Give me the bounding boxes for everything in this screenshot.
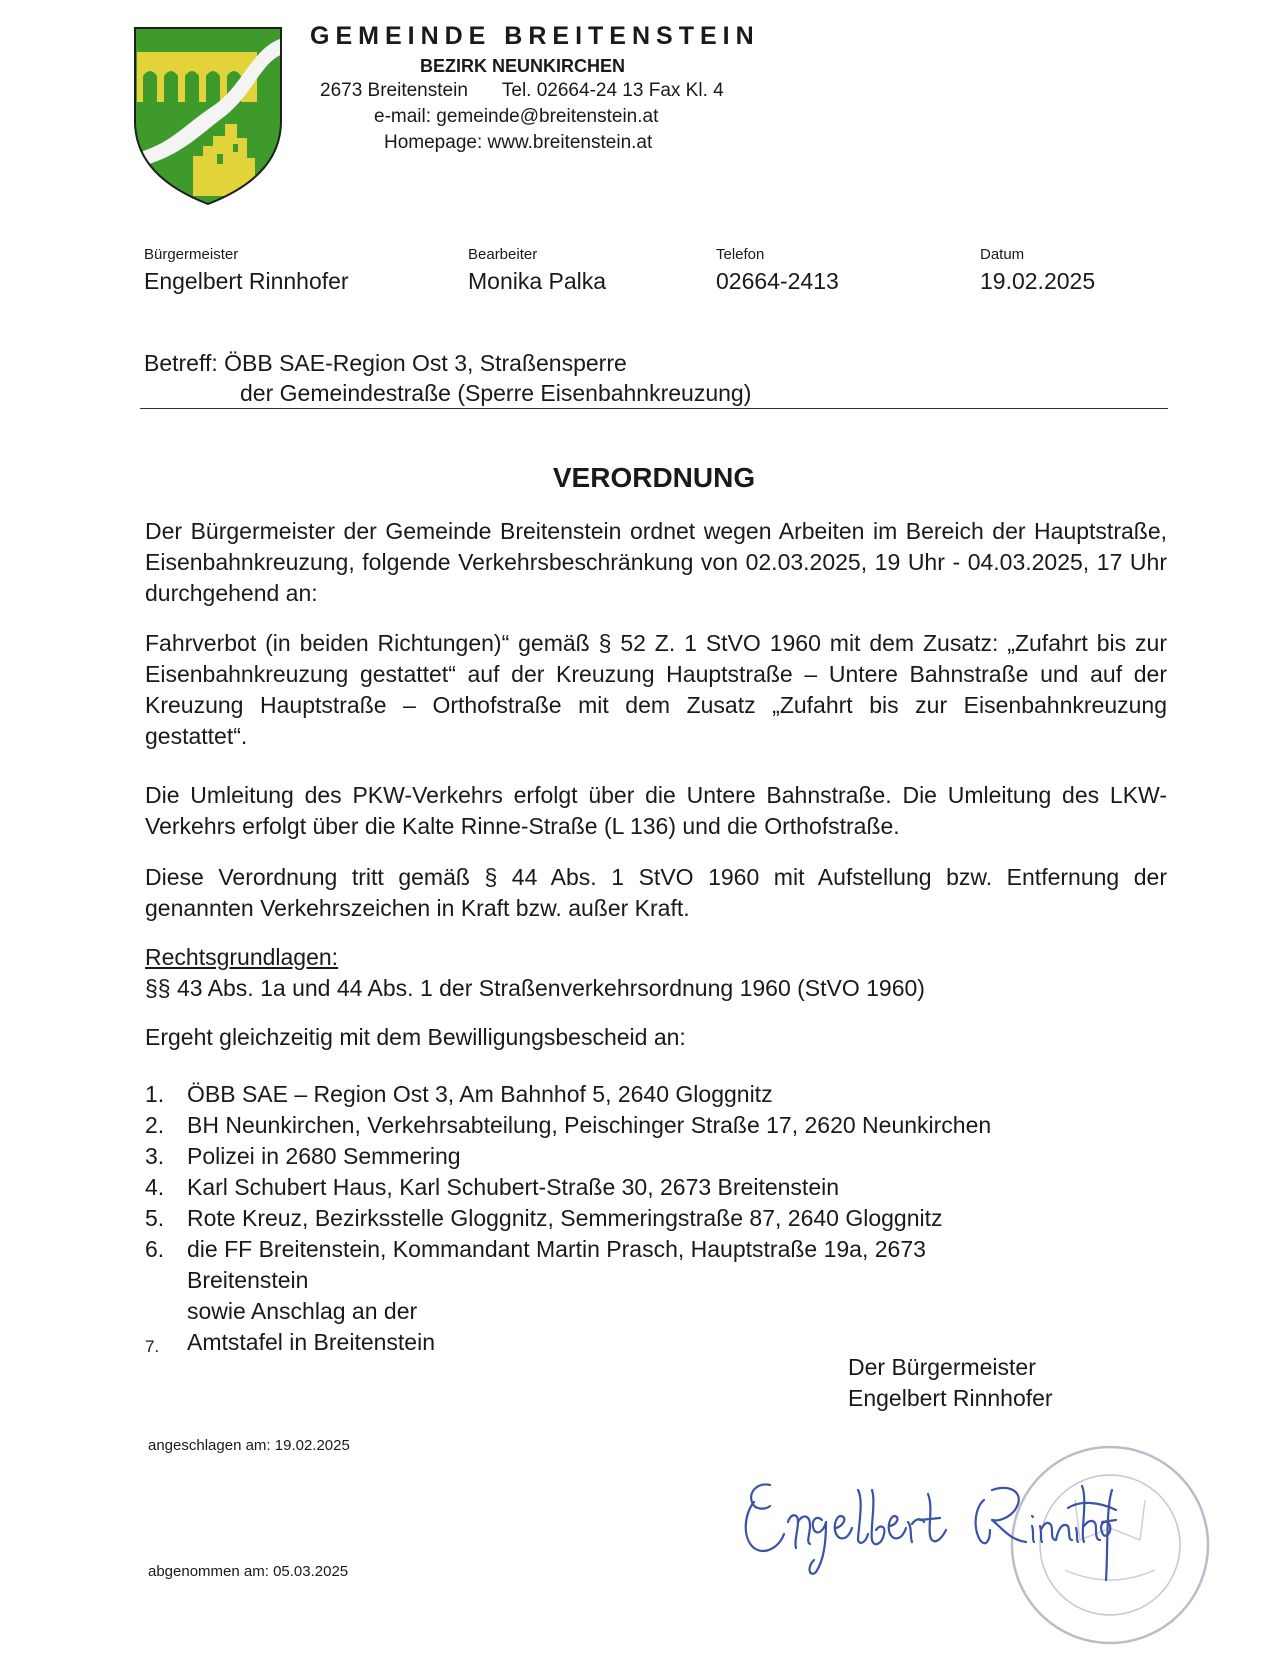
list-text: Rote Kreuz, Bezirksstelle Gloggnitz, Semmeringstraße 87, 2640 Gloggnitz xyxy=(187,1205,943,1231)
list-number: 7. xyxy=(145,1337,160,1356)
list-number: 1. xyxy=(145,1081,165,1107)
list-number: 4. xyxy=(145,1174,165,1200)
handwritten-signature xyxy=(740,1430,1120,1590)
distribution-intro: Ergeht gleichzeitig mit dem Bewilligungsbescheid an: xyxy=(145,1024,686,1050)
phone-label: Telefon xyxy=(716,246,765,263)
list-number: 3. xyxy=(145,1143,165,1169)
list-text: Polizei in 2680 Semmering xyxy=(187,1143,461,1169)
list-item xyxy=(145,1203,1175,1234)
signatory-name: Engelbert Rinnhofer xyxy=(848,1385,1053,1411)
email-line: e-mail: gemeinde@breitenstein.at xyxy=(374,106,659,127)
list-text: Amtstafel in Breitenstein xyxy=(187,1329,436,1355)
subject-divider xyxy=(140,408,1168,409)
municipal-crest-logo xyxy=(133,26,283,206)
list-item xyxy=(145,1110,1175,1141)
subject-line-1: Betreff: ÖBB SAE-Region Ost 3, Straßensperre xyxy=(144,350,627,376)
district-name: BEZIRK NEUNKIRCHEN xyxy=(420,56,626,76)
list-item xyxy=(145,1172,1175,1203)
removed-date: abgenommen am: 05.03.2025 xyxy=(148,1563,349,1580)
clerk-value: Monika Palka xyxy=(468,268,607,294)
municipality-title: GEMEINDE BREITENSTEIN xyxy=(310,22,760,50)
paragraph-order: Der Bürgermeister der Gemeinde Breitenstein ordnet wegen Arbeiten im Bereich der Hauptstraße, Eisenbahnkreuzung, folgende Verkehrsbeschränkung von 02.03.2025, 19 Uhr - 04.03.2025, 17 Uhr durchgehend an: xyxy=(145,518,1167,606)
list-text: BH Neunkirchen, Verkehrsabteilung, Peischinger Straße 17, 2620 Neunkirchen xyxy=(187,1112,992,1138)
list-text: ÖBB SAE – Region Ost 3, Am Bahnhof 5, 2640 Gloggnitz xyxy=(187,1081,773,1107)
paragraph-detour: Die Umleitung des PKW-Verkehrs erfolgt über die Untere Bahnstraße. Die Umleitung des LKW-Verkehrs erfolgt über die Kalte Rinne-Straße (L 136) und die Orthofstraße. xyxy=(145,782,1167,839)
list-text: Karl Schubert Haus, Karl Schubert-Straße 30, 2673 Breitenstein xyxy=(187,1174,840,1200)
address-line xyxy=(320,80,724,102)
mayor-label: Bürgermeister xyxy=(144,246,239,263)
list-number: 5. xyxy=(145,1205,165,1231)
list-text: die FF Breitenstein, Kommandant Martin Prasch, Hauptstraße 19a, 2673 xyxy=(187,1236,926,1262)
phone-fax: Tel. 02664-24 13 Fax Kl. 4 xyxy=(501,80,724,101)
clerk-label: Bearbeiter xyxy=(468,246,538,263)
list-item xyxy=(145,1234,1175,1327)
list-item xyxy=(145,1141,1175,1172)
subject-line-2: der Gemeindestraße (Sperre Eisenbahnkreuzung) xyxy=(240,380,752,406)
date-label: Datum xyxy=(980,246,1025,263)
signatory-title: Der Bürgermeister xyxy=(848,1354,1036,1380)
document-heading: VERORDNUNG xyxy=(552,462,756,493)
list-text-continuation: Breitenstein xyxy=(187,1267,309,1293)
legal-basis-text: §§ 43 Abs. 1a und 44 Abs. 1 der Straßenverkehrsordnung 1960 (StVO 1960) xyxy=(145,975,925,1001)
paragraph-restriction: Fahrverbot (in beiden Richtungen)“ gemäß § 52 Z. 1 StVO 1960 mit dem Zusatz: „Zufahrt bis zur Eisenbahnkreuzung gestattet“ auf der Kreuzung Hauptstraße – Untere Bahnstraße und auf der Kreuzung Hauptstraße – Orthofstraße mit dem Zusatz „Zufahrt bis zur Eisenbahnkreuzung gestattet“. xyxy=(145,630,1167,749)
postal-address: 2673 Breitenstein xyxy=(320,80,468,101)
list-item xyxy=(145,1079,1175,1110)
recipient-list xyxy=(145,1079,1175,1358)
phone-value: 02664-2413 xyxy=(716,268,839,294)
mayor-value: Engelbert Rinnhofer xyxy=(144,268,349,294)
homepage-line: Homepage: www.breitenstein.at xyxy=(384,132,653,153)
posted-date: angeschlagen am: 19.02.2025 xyxy=(148,1437,350,1454)
paragraph-effective: Diese Verordnung tritt gemäß § 44 Abs. 1 StVO 1960 mit Aufstellung bzw. Entfernung der genannten Verkehrszeichen in Kraft bzw. außer Kraft. xyxy=(145,864,1167,921)
date-value: 19.02.2025 xyxy=(980,268,1096,294)
list-number: 2. xyxy=(145,1112,165,1138)
list-note: sowie Anschlag an der xyxy=(187,1298,418,1324)
legal-basis-heading: Rechtsgrundlagen: xyxy=(145,944,339,970)
list-number: 6. xyxy=(145,1236,165,1262)
